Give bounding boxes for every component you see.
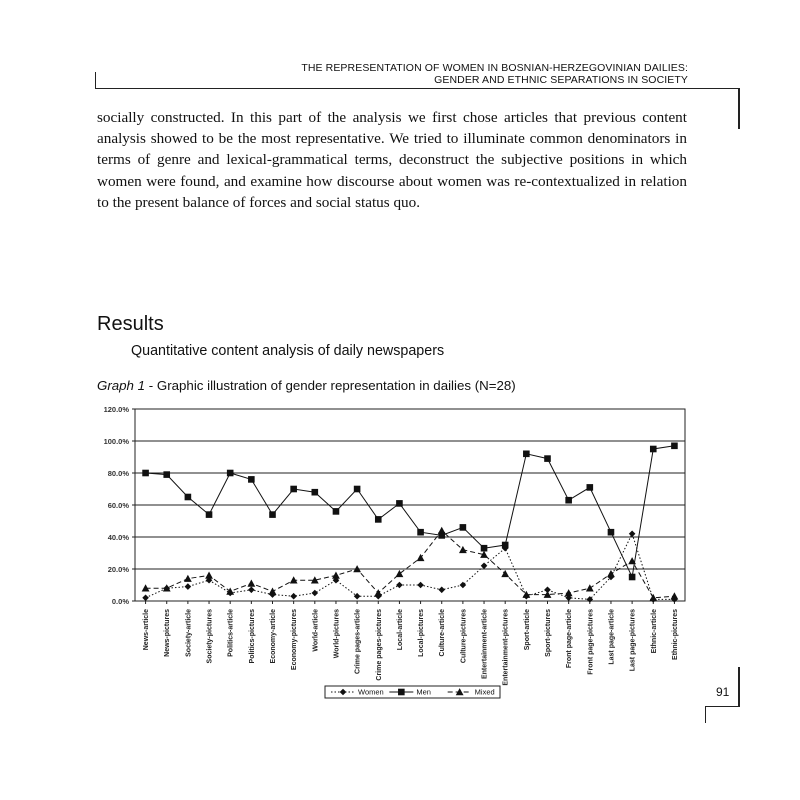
x-tick-label: Ethnic-pictures (671, 609, 679, 660)
mixed-data-point (586, 584, 594, 591)
men-data-point (460, 524, 467, 531)
women-data-point (312, 590, 319, 597)
y-tick-label: 120.0% (103, 405, 129, 414)
men-data-point (185, 494, 192, 501)
x-tick-label: Sport-article (523, 609, 531, 651)
mixed-data-point (374, 589, 382, 596)
x-tick-label: Front page-pictures (587, 609, 595, 675)
x-tick-label: Crime pages-article (354, 609, 362, 674)
graph-caption-text: - Graphic illustration of gender representation in dailies (N=28) (145, 378, 516, 393)
x-tick-label: Culture-pictures (460, 609, 468, 664)
mixed-series-line (146, 531, 675, 598)
mixed-data-point (332, 572, 340, 579)
x-tick-label: Entertainment-article (481, 609, 489, 680)
x-tick-label: World-article (312, 609, 320, 652)
x-tick-label: Society-article (185, 609, 193, 657)
legend-mixed-label: Mixed (474, 687, 495, 697)
women-data-point (248, 587, 255, 594)
x-tick-label: News-pictures (164, 609, 172, 657)
mixed-data-point (269, 588, 277, 595)
legend-men-marker (398, 689, 405, 696)
x-tick-label: Entertainment-pictures (502, 609, 510, 686)
x-tick-label: Economy-pictures (291, 609, 299, 671)
mixed-data-point (417, 554, 425, 561)
men-data-point (417, 529, 424, 536)
x-tick-label: Last page-pictures (629, 609, 637, 672)
header-line-1: THE REPRESENTATION OF WOMEN IN BOSNIAN-HERZEGOVINIAN DAILIES: (301, 62, 688, 74)
mixed-data-point (501, 570, 509, 577)
men-data-point (354, 486, 361, 493)
women-data-point (417, 582, 424, 589)
women-series-line (146, 534, 675, 600)
women-data-point (290, 593, 297, 600)
subsection-title: Quantitative content analysis of daily newspapers (131, 343, 445, 359)
y-tick-label: 20.0% (107, 565, 129, 574)
x-tick-label: Local-pictures (418, 609, 426, 657)
gender-representation-chart (90, 400, 700, 700)
x-tick-label: Sport-pictures (545, 609, 552, 657)
men-data-point (565, 497, 572, 504)
y-tick-label: 0.0% (111, 597, 129, 606)
women-data-point (396, 582, 403, 589)
x-tick-label: Culture-article (439, 609, 447, 657)
x-tick-label: Politics-article (227, 609, 235, 657)
men-data-point (502, 542, 509, 549)
header-line-2: GENDER AND ETHNIC SEPARATIONS IN SOCIETY (434, 74, 688, 86)
header-rule-right-vertical (738, 88, 740, 129)
page-number-rule-vertical-bottom (705, 706, 706, 723)
men-data-point (163, 471, 170, 478)
men-data-point (523, 451, 530, 458)
x-tick-label: Society-pictures (206, 609, 214, 664)
men-data-point (396, 500, 403, 507)
mixed-data-point (438, 527, 446, 534)
women-data-point (438, 587, 445, 594)
x-tick-label: Front page-article (566, 609, 574, 669)
men-data-point (608, 529, 615, 536)
legend-women-label: Women (358, 687, 384, 697)
women-data-point (481, 563, 488, 570)
mixed-data-point (671, 592, 679, 599)
men-data-point (290, 486, 297, 493)
legend-men-label: Men (416, 687, 431, 697)
men-data-point (248, 476, 255, 483)
y-tick-label: 60.0% (107, 501, 129, 510)
x-tick-label: Last page-article (608, 609, 616, 665)
men-data-point (312, 489, 319, 496)
x-tick-label: Ethnic-article (650, 609, 658, 654)
running-header (128, 62, 688, 86)
x-tick-label: Crime pages-pictures (375, 609, 383, 681)
men-series-line (146, 446, 675, 577)
men-data-point (206, 511, 213, 518)
header-rule-left-vertical (95, 72, 96, 89)
men-data-point (481, 545, 488, 552)
women-data-point (629, 531, 636, 538)
men-data-point (269, 511, 276, 518)
x-tick-label: Economy-article (270, 609, 277, 664)
men-data-point (671, 443, 678, 450)
mixed-data-point (205, 572, 213, 579)
page-number-rule-horizontal (705, 706, 740, 707)
women-data-point (460, 582, 467, 589)
section-title: Results (97, 313, 164, 335)
men-data-point (650, 446, 657, 453)
men-data-point (227, 470, 234, 477)
body-paragraph: socially constructed. In this part of the analysis we first chose articles that previous content analysis showed to be the most representative. We tried to illuminate common denominators in terms of genre and lexical-grammatical terms, deconstruct the subjective positions in which women were found, and examine how discourse about women was re-contextualized in relation to the present balance of forces and social status quo. (97, 109, 687, 211)
mixed-data-point (396, 570, 404, 577)
graph-caption (97, 378, 516, 393)
x-tick-label: Local-article (396, 609, 404, 651)
x-tick-label: News-article (143, 609, 151, 651)
page-number-rule-vertical-top (738, 667, 740, 707)
men-data-point (544, 455, 551, 462)
men-data-point (375, 516, 382, 523)
men-data-point (629, 574, 636, 581)
y-tick-label: 100.0% (103, 437, 129, 446)
y-tick-label: 40.0% (107, 533, 129, 542)
men-data-point (587, 484, 594, 491)
mixed-data-point (565, 589, 573, 596)
graph-caption-label: Graph 1 (97, 378, 146, 393)
header-rule-horizontal (95, 88, 738, 89)
men-data-point (142, 470, 149, 477)
women-data-point (142, 595, 149, 602)
women-data-point (185, 583, 192, 590)
page-number: 91 (716, 685, 730, 699)
men-data-point (333, 508, 340, 515)
mixed-data-point (247, 580, 255, 587)
y-tick-label: 80.0% (107, 469, 129, 478)
x-tick-label: World-pictures (333, 609, 341, 659)
x-tick-label: Politics-pictures (248, 609, 256, 664)
mixed-data-point (184, 575, 192, 582)
